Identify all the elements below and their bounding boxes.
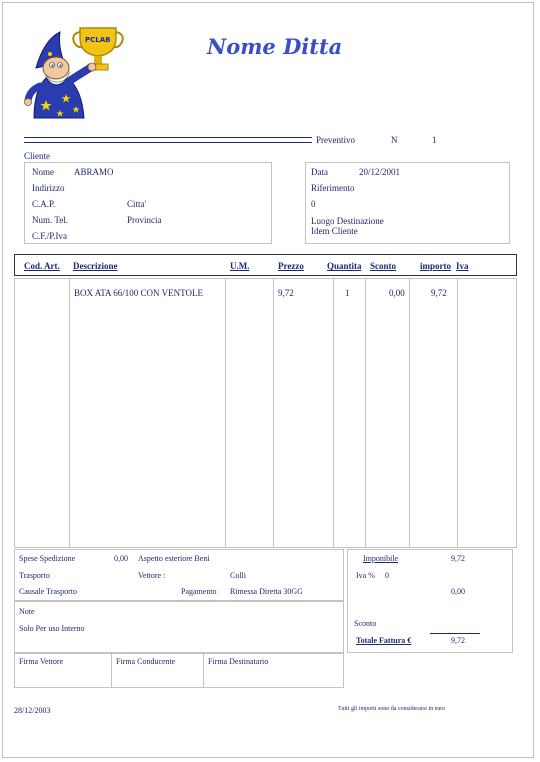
reference-label: Riferimento [311,183,355,193]
header-rule [24,137,312,138]
row-quantity: 1 [345,288,350,298]
document-type: Preventivo [316,135,355,145]
signature-carrier-label: Firma Vettore [19,657,64,666]
packages-label: Colli [230,571,247,580]
document-number-label: N [391,135,398,145]
company-name: Nome Ditta [207,34,343,59]
wizard-trophy-logo-icon [22,20,134,120]
row-amount: 9,72 [431,288,447,298]
column-divider [457,278,458,548]
transport-label: Trasporto [19,571,50,580]
shipping-costs-label: Spese Spedizione [19,554,76,563]
client-section-label: Cliente [24,151,50,161]
reference-value: 0 [311,199,316,209]
client-vat-label: C.F./P.Iva [32,231,68,241]
total-value: 9,72 [451,636,465,645]
column-divider [273,278,274,548]
header-rule-2 [24,142,312,143]
vat-rate-label: Iva % [356,571,375,580]
destination-value: Idem Cliente [311,226,358,236]
discount-label: Sconto [354,619,377,628]
client-city-label: Citta' [127,199,147,209]
column-discount: Sconto [370,261,397,271]
goods-appearance-label: Aspetto esteriore Beni [138,554,210,563]
client-province-label: Provincia [127,215,162,225]
client-name-label: Nome [32,167,54,177]
carrier-label: Vettore : [138,571,166,580]
row-discount: 0,00 [389,288,405,298]
payment-label: Pagamento [181,587,217,596]
vat-rate-value: 0 [385,571,389,580]
client-phone-label: Num. Tel. [32,215,68,225]
client-cap-label: C.A.P. [32,199,56,209]
row-description: BOX ATA 66/100 CON VENTOLE [74,288,203,298]
column-price: Prezzo [278,261,304,271]
logo-text: PCLAB [85,36,111,44]
column-amount: importo [420,261,451,271]
column-code: Cod. Art. [24,261,60,271]
date-label: Data [311,167,328,177]
total-label: Totale Fattura € [356,636,412,645]
client-name: ABRAMO [74,167,114,177]
column-divider [225,278,226,548]
footer-date: 28/12/2003 [14,706,51,715]
taxable-label: Imponibile [363,554,399,563]
table-body [14,278,517,548]
document-number: 1 [432,135,437,145]
column-description: Descrizione [73,261,118,271]
signature-driver-label: Firma Conducente [116,657,176,666]
notes-label: Note [19,607,35,616]
internal-use-label: Solo Per uso Interno [19,624,85,633]
transport-reason-label: Causale Trasporto [19,587,77,596]
column-divider [365,278,366,548]
column-divider [333,278,334,548]
total-rule [430,633,480,634]
column-vat: Iva [456,261,469,271]
row-price: 9,72 [278,288,294,298]
destination-label: Luogo Destinazione [311,216,384,226]
column-divider [409,278,410,548]
column-divider [69,278,70,548]
column-unit: U.M. [230,261,250,271]
column-quantity: Quantita [327,261,362,271]
footer-note: Tutti gli importi sono da considerarsi in euro [338,706,446,712]
payment-value: Rimessa Diretta 30GG [230,587,303,596]
shipping-costs: 0,00 [114,554,128,563]
vat-amount: 0,00 [451,587,465,596]
signature-recipient-label: Firma Destinatario [208,657,269,666]
date-value: 20/12/2001 [359,167,401,177]
client-address-label: Indirizzo [32,183,65,193]
taxable-value: 9,72 [451,554,465,563]
